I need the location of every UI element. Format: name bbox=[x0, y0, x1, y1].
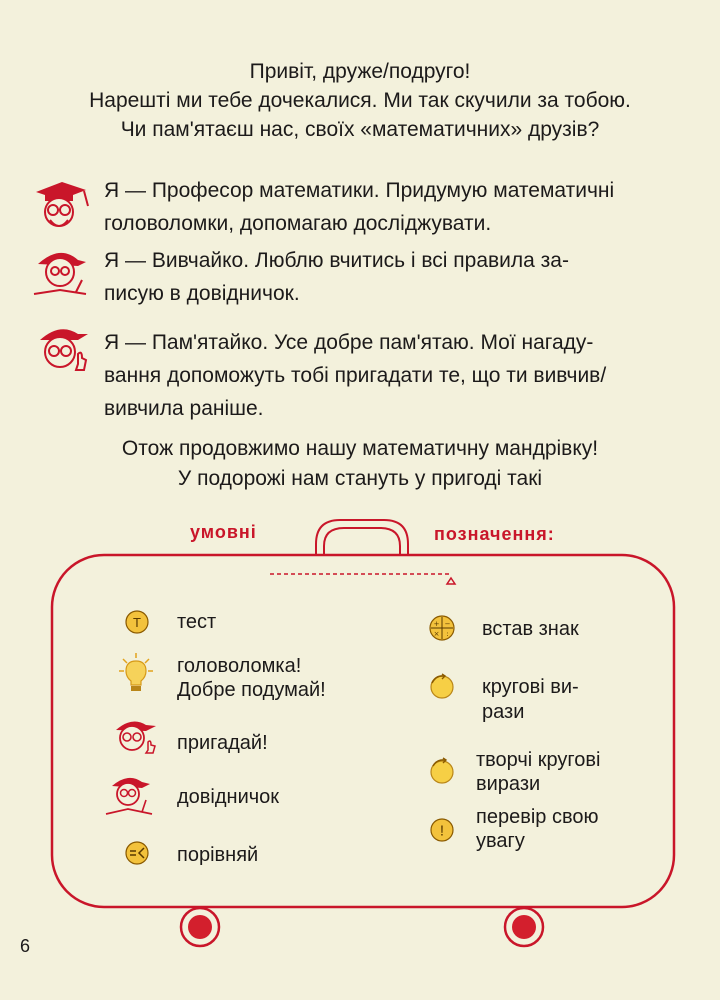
vyvchaiko-line-1: Я — Вивчайко. Люблю вчитись і всі правила за- bbox=[104, 249, 569, 272]
legend-label-attention-2: увагу bbox=[476, 830, 525, 852]
pamiataiko-line-2: вання допоможуть тобі пригадати те, що ти вивчив/ bbox=[104, 364, 607, 387]
svg-text::: : bbox=[446, 630, 449, 638]
attention-icon bbox=[428, 816, 456, 844]
legend-label-creative-1: творчі кругові bbox=[476, 749, 601, 771]
legend-label-compare: порівняй bbox=[177, 844, 259, 866]
suitcase-wheel-left bbox=[178, 905, 222, 949]
page-number: 6 bbox=[20, 936, 31, 956]
closing-line-2: У подорожі нам стануть у пригоді такі bbox=[177, 467, 543, 490]
legend-label-puzzle-2: Добре подумай! bbox=[177, 679, 326, 701]
legend-label-creative-2: вирази bbox=[476, 773, 541, 795]
legend-label-circular-2: рази bbox=[482, 701, 525, 723]
suitcase-wheel-right bbox=[502, 905, 546, 949]
insert-sign-icon bbox=[428, 614, 456, 642]
legend-label-circular-1: кругові ви- bbox=[482, 676, 579, 698]
svg-text:!: ! bbox=[439, 822, 445, 840]
greeting-line-3: Чи пам'ятаєш нас, своїх «математичних» друзів? bbox=[120, 118, 600, 141]
legend-title-left: умовні bbox=[190, 522, 257, 542]
vyvchaiko-line-2: писую в довідничок. bbox=[104, 282, 300, 305]
creative-circular-icon bbox=[428, 757, 456, 785]
svg-text:×: × bbox=[433, 630, 440, 638]
legend-label-attention-1: перевір свою bbox=[476, 806, 599, 828]
compare-icon bbox=[124, 840, 150, 866]
legend-title-right: позначення: bbox=[434, 524, 555, 544]
svg-text:+: + bbox=[433, 620, 440, 628]
professor-line-1: Я — Професор математики. Придумую математичні bbox=[104, 179, 615, 202]
greeting-title: Привіт, друже/подруго! bbox=[249, 60, 471, 83]
remember-icon bbox=[110, 716, 162, 756]
svg-text:−: − bbox=[444, 620, 451, 628]
svg-text:Т: Т bbox=[133, 615, 141, 630]
test-icon bbox=[124, 609, 150, 635]
legend-label-insert-sign: встав знак bbox=[482, 618, 579, 640]
greeting-line-2: Нарешті ми тебе дочекалися. Ми так скучили за тобою. bbox=[89, 89, 631, 112]
pamiataiko-line-3: вивчила раніше. bbox=[104, 397, 264, 420]
lightbulb-icon bbox=[118, 652, 154, 694]
reference-icon bbox=[102, 772, 158, 818]
circular-expressions-icon bbox=[428, 673, 456, 701]
pamiataiko-line-1: Я — Пам'ятайко. Усе добре пам'ятаю. Мої нагаду- bbox=[104, 331, 594, 354]
legend-label-remember: пригадай! bbox=[177, 732, 268, 754]
legend-label-reference: довідничок bbox=[177, 786, 280, 808]
legend-label-test: тест bbox=[177, 611, 217, 633]
legend-label-puzzle-1: головоломка! bbox=[177, 655, 302, 677]
closing-line-1: Отож продовжимо нашу математичну мандрівку! bbox=[121, 437, 599, 460]
professor-line-2: головоломки, допомагаю досліджувати. bbox=[104, 212, 492, 235]
